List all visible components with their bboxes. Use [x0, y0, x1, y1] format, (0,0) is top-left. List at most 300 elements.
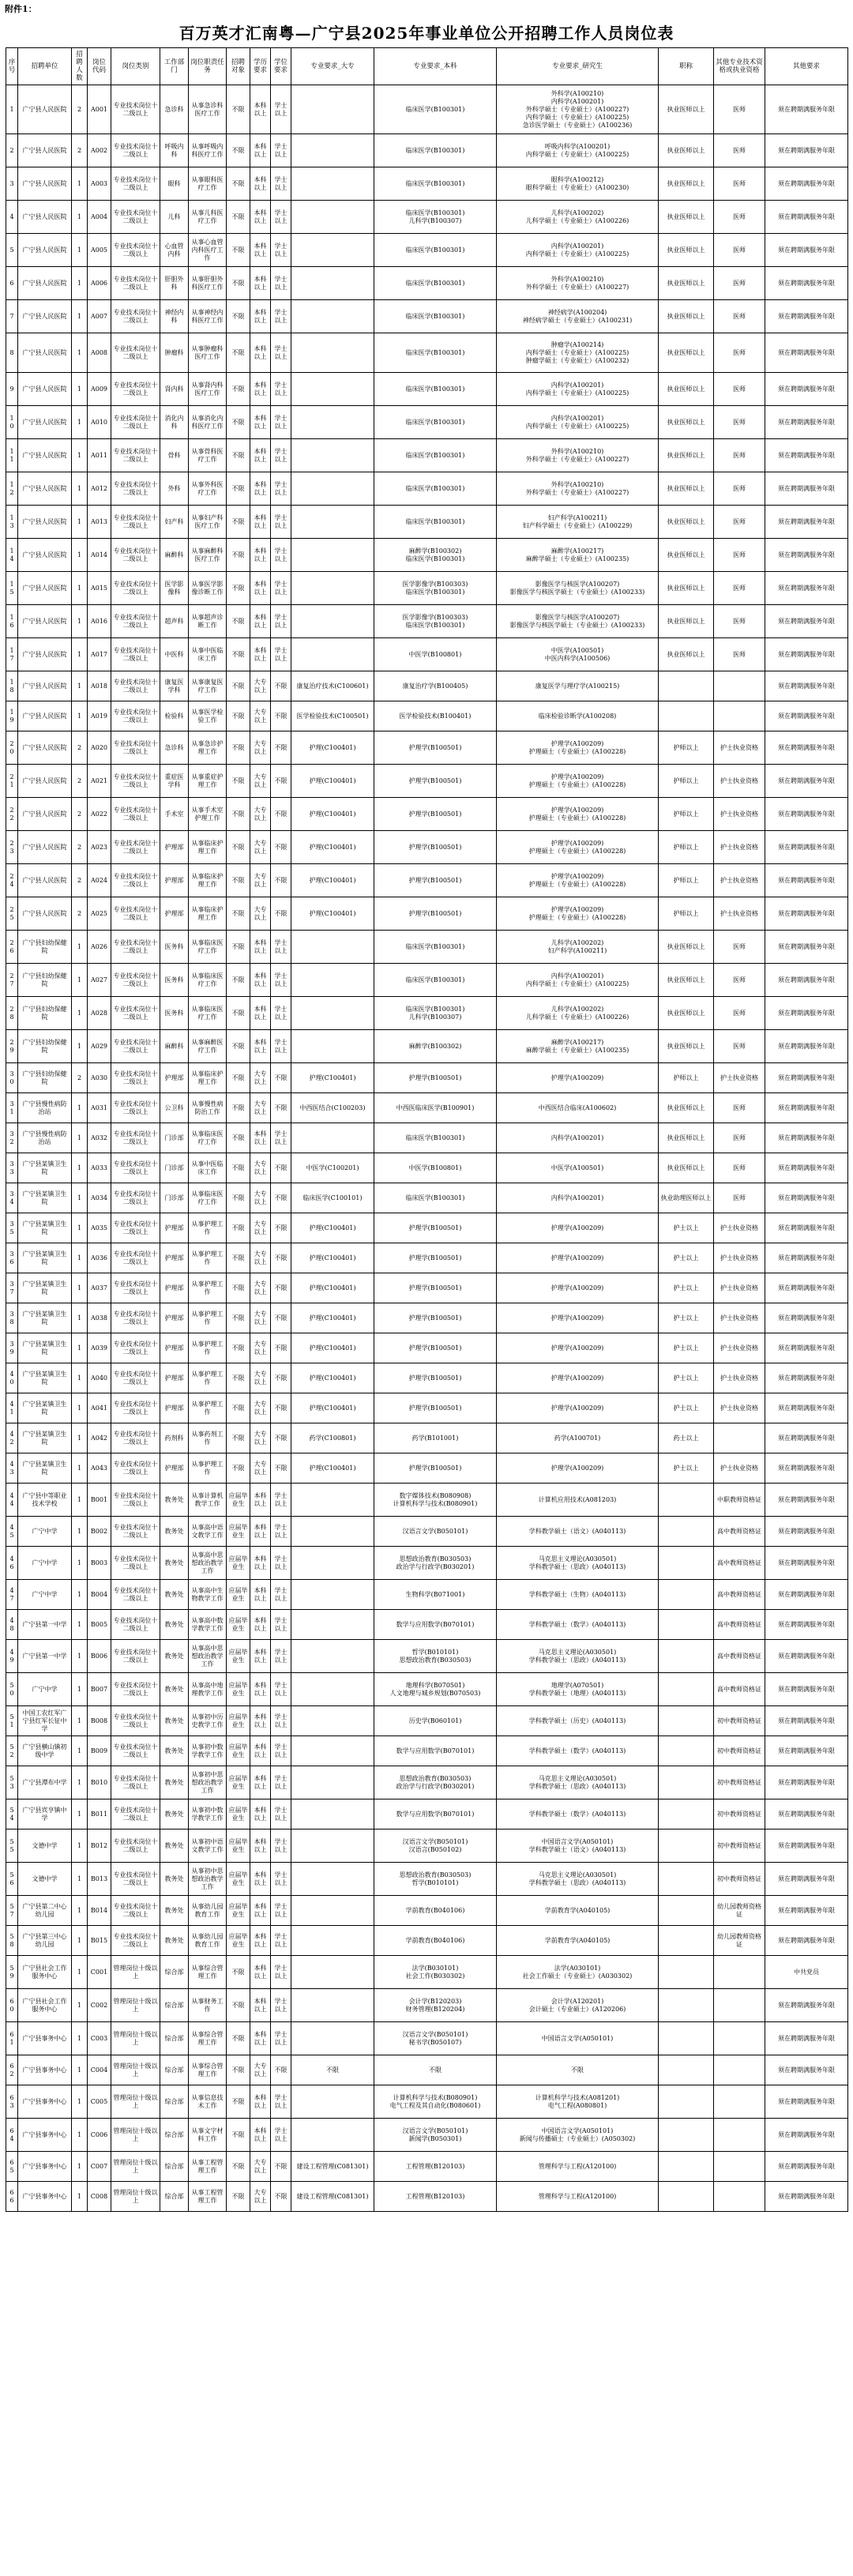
cell-duties: 从事麻醉科医疗工作 [189, 539, 227, 572]
cell-title [659, 1830, 714, 1863]
cell-degree: 不限 [271, 1243, 291, 1273]
cell-position-code: A001 [88, 85, 111, 134]
table-row [6, 1863, 848, 1896]
cell-employer: 广宁县某镇卫生院 [18, 1183, 72, 1213]
cell-position-category: 管理岗位十级以上 [111, 2119, 160, 2152]
cell-other: 须在聘期满服务年限 [765, 2022, 848, 2055]
cell-title: 执业医师以上 [659, 638, 714, 671]
cell-seq: 23 [6, 831, 18, 864]
cell-duties: 从事消化内科医疗工作 [189, 406, 227, 439]
table-row [6, 1484, 848, 1517]
cell-qualification: 医师 [714, 373, 765, 406]
cell-department: 呼吸内科 [160, 134, 189, 167]
cell-headcount: 1 [72, 931, 88, 964]
cell-employer: 广宁县人民医院 [18, 539, 72, 572]
cell-target: 不限 [227, 2085, 250, 2119]
cell-duties: 从事中医临床工作 [189, 1153, 227, 1183]
cell-degree: 不限 [271, 897, 291, 931]
cell-position-code: A033 [88, 1153, 111, 1183]
cell-other: 须在聘期满服务年限 [765, 1766, 848, 1799]
cell-seq: 55 [6, 1830, 18, 1863]
cell-degree: 不限 [271, 2182, 291, 2212]
cell-title: 执业医师以上 [659, 406, 714, 439]
cell-major-college [291, 373, 374, 406]
cell-other: 须在聘期满服务年限 [765, 1547, 848, 1580]
cell-qualification: 中职教师资格证 [714, 1484, 765, 1517]
cell-major-graduate: 管理科学与工程(A120100) [497, 2152, 659, 2182]
cell-department: 教务处 [160, 1580, 189, 1610]
header-cell: 招聘人数 [72, 48, 88, 85]
cell-title [659, 1896, 714, 1926]
cell-qualification: 医师 [714, 605, 765, 638]
cell-other: 须在聘期满服务年限 [765, 572, 848, 605]
cell-seq: 43 [6, 1453, 18, 1484]
cell-other: 须在聘期满服务年限 [765, 1030, 848, 1063]
cell-duties: 从事综合管理工作 [189, 2055, 227, 2085]
cell-seq: 58 [6, 1926, 18, 1956]
cell-duties: 从事超声诊断工作 [189, 605, 227, 638]
cell-employer: 广宁县某镇卫生院 [18, 1243, 72, 1273]
cell-position-code: A026 [88, 931, 111, 964]
cell-other: 须在聘期满服务年限 [765, 1926, 848, 1956]
cell-employer: 广宁县人民医院 [18, 267, 72, 300]
cell-seq: 27 [6, 964, 18, 997]
cell-degree: 学士以上 [271, 1123, 291, 1153]
cell-position-category: 专业技术岗位十二级以上 [111, 701, 160, 731]
cell-duties: 从事高中语文教学工作 [189, 1517, 227, 1547]
cell-major-college [291, 605, 374, 638]
cell-seq: 37 [6, 1273, 18, 1303]
cell-employer: 广宁县人民医院 [18, 605, 72, 638]
cell-education: 大专以上 [250, 1243, 271, 1273]
cell-employer: 广宁县某镇卫生院 [18, 1423, 72, 1453]
cell-qualification: 护士执业资格 [714, 1243, 765, 1273]
cell-major-bachelor: 护理学(B100501) [374, 1393, 497, 1423]
cell-major-bachelor: 康复治疗学(B100405) [374, 671, 497, 701]
cell-major-bachelor: 临床医学(B100301) [374, 267, 497, 300]
cell-education: 大专以上 [250, 765, 271, 798]
cell-major-bachelor: 护理学(B100501) [374, 1243, 497, 1273]
cell-major-bachelor: 护理学(B100501) [374, 1333, 497, 1363]
cell-other: 须在聘期满服务年限 [765, 1517, 848, 1547]
table-row [6, 765, 848, 798]
cell-employer: 广宁县人民医院 [18, 134, 72, 167]
cell-degree: 学士以上 [271, 134, 291, 167]
cell-employer: 广宁县人民医院 [18, 300, 72, 333]
cell-education: 本科以上 [250, 1926, 271, 1956]
cell-title: 护士以上 [659, 1243, 714, 1273]
table-row [6, 1736, 848, 1766]
cell-headcount: 1 [72, 267, 88, 300]
cell-title: 护师以上 [659, 731, 714, 765]
table-row [6, 1153, 848, 1183]
cell-major-bachelor: 护理学(B100501) [374, 1363, 497, 1393]
cell-seq: 10 [6, 406, 18, 439]
cell-education: 本科以上 [250, 964, 271, 997]
cell-other: 须在聘期满服务年限 [765, 2119, 848, 2152]
cell-qualification: 医师 [714, 964, 765, 997]
cell-major-bachelor: 学前教育(B040106) [374, 1896, 497, 1926]
cell-position-category: 专业技术岗位十二级以上 [111, 1736, 160, 1766]
cell-department: 医务科 [160, 931, 189, 964]
cell-position-category: 专业技术岗位十二级以上 [111, 1243, 160, 1273]
cell-employer: 广宁县妇幼保健院 [18, 997, 72, 1030]
cell-headcount: 1 [72, 671, 88, 701]
cell-employer: 广宁中学 [18, 1547, 72, 1580]
cell-position-category: 专业技术岗位十二级以上 [111, 1863, 160, 1896]
cell-seq: 5 [6, 234, 18, 267]
cell-position-category: 专业技术岗位十二级以上 [111, 539, 160, 572]
cell-headcount: 1 [72, 701, 88, 731]
cell-position-code: A035 [88, 1213, 111, 1243]
table-row [6, 1989, 848, 2022]
cell-department: 检验科 [160, 701, 189, 731]
cell-target: 不限 [227, 333, 250, 373]
cell-department: 门诊部 [160, 1153, 189, 1183]
cell-degree: 学士以上 [271, 2022, 291, 2055]
cell-duties: 从事信息技术工作 [189, 2085, 227, 2119]
cell-degree: 学士以上 [271, 1956, 291, 1989]
table-row [6, 1453, 848, 1484]
cell-position-code: A039 [88, 1333, 111, 1363]
cell-position-category: 专业技术岗位十二级以上 [111, 1830, 160, 1863]
cell-major-college: 护理(C100401) [291, 1363, 374, 1393]
cell-major-graduate: 学科教学硕士（数学）(A040113) [497, 1736, 659, 1766]
cell-major-bachelor: 中西医临床医学(B100901) [374, 1093, 497, 1123]
cell-qualification: 高中教师资格证 [714, 1517, 765, 1547]
cell-qualification: 医师 [714, 506, 765, 539]
cell-degree: 学士以上 [271, 572, 291, 605]
cell-headcount: 1 [72, 1956, 88, 1989]
cell-duties: 从事初中数学教学工作 [189, 1736, 227, 1766]
cell-position-code: C002 [88, 1989, 111, 2022]
cell-major-college [291, 167, 374, 201]
cell-duties: 从事慢性病防治工作 [189, 1093, 227, 1123]
cell-education: 大专以上 [250, 1153, 271, 1183]
cell-title: 执业医师以上 [659, 931, 714, 964]
cell-qualification: 医师 [714, 267, 765, 300]
cell-duties: 从事护理工作 [189, 1273, 227, 1303]
cell-position-category: 专业技术岗位十二级以上 [111, 1580, 160, 1610]
cell-qualification: 医师 [714, 1123, 765, 1153]
cell-position-category: 专业技术岗位十二级以上 [111, 201, 160, 234]
cell-position-code: C006 [88, 2119, 111, 2152]
cell-major-graduate: 内科学(A100201) 内科学硕士（专业硕士）(A100225) [497, 373, 659, 406]
cell-department: 教务处 [160, 1830, 189, 1863]
cell-seq: 11 [6, 439, 18, 472]
cell-other: 须在聘期满服务年限 [765, 1183, 848, 1213]
cell-department: 护理部 [160, 1063, 189, 1093]
cell-headcount: 1 [72, 1766, 88, 1799]
cell-major-graduate: 护理学(A100209) [497, 1303, 659, 1333]
cell-major-graduate: 护理学(A100209) [497, 1243, 659, 1273]
cell-other: 须在聘期满服务年限 [765, 167, 848, 201]
cell-major-bachelor: 医学检验技术(B100401) [374, 701, 497, 731]
cell-target: 不限 [227, 472, 250, 506]
cell-title [659, 1673, 714, 1706]
cell-target: 不限 [227, 539, 250, 572]
cell-department: 麻醉科 [160, 1030, 189, 1063]
cell-qualification: 护士执业资格 [714, 798, 765, 831]
cell-title: 执业医师以上 [659, 572, 714, 605]
cell-degree: 不限 [271, 1273, 291, 1303]
cell-target: 不限 [227, 373, 250, 406]
cell-duties: 从事康复医疗工作 [189, 671, 227, 701]
cell-major-college: 护理(C100401) [291, 1453, 374, 1484]
cell-major-bachelor: 数学与应用数学(B070101) [374, 1736, 497, 1766]
table-row [6, 864, 848, 897]
table-row [6, 1243, 848, 1273]
header-cell: 工作部门 [160, 48, 189, 85]
cell-duties: 从事工程管理工作 [189, 2152, 227, 2182]
cell-position-category: 专业技术岗位十二级以上 [111, 864, 160, 897]
cell-position-code: A041 [88, 1393, 111, 1423]
table-row [6, 2182, 848, 2212]
cell-duties: 从事初中思想政治教学工作 [189, 1766, 227, 1799]
cell-target: 不限 [227, 1123, 250, 1153]
cell-major-graduate: 护理学(A100209) 护理硕士（专业硕士）(A100228) [497, 897, 659, 931]
cell-target: 不限 [227, 406, 250, 439]
cell-title: 执业医师以上 [659, 373, 714, 406]
cell-target: 不限 [227, 506, 250, 539]
cell-seq: 56 [6, 1863, 18, 1896]
cell-major-college [291, 1896, 374, 1926]
cell-headcount: 1 [72, 1580, 88, 1610]
table-body [6, 85, 848, 2212]
cell-education: 本科以上 [250, 1989, 271, 2022]
cell-degree: 学士以上 [271, 1610, 291, 1640]
cell-major-graduate: 神经病学(A100204) 神经病学硕士（专业硕士）(A100231) [497, 300, 659, 333]
cell-degree: 不限 [271, 1363, 291, 1393]
cell-department: 综合部 [160, 2182, 189, 2212]
cell-major-college [291, 234, 374, 267]
cell-target: 不限 [227, 234, 250, 267]
cell-major-bachelor: 护理学(B100501) [374, 1303, 497, 1333]
cell-headcount: 2 [72, 831, 88, 864]
cell-education: 本科以上 [250, 439, 271, 472]
cell-degree: 学士以上 [271, 1030, 291, 1063]
cell-duties: 从事财务工作 [189, 1989, 227, 2022]
cell-major-graduate: 护理学(A100209) 护理硕士（专业硕士）(A100228) [497, 731, 659, 765]
cell-degree: 不限 [271, 731, 291, 765]
cell-duties: 从事肾内科医疗工作 [189, 373, 227, 406]
cell-qualification: 高中教师资格证 [714, 1673, 765, 1706]
cell-major-graduate: 内科学(A100201) 内科学硕士（专业硕士）(A100225) [497, 406, 659, 439]
cell-other: 须在聘期满服务年限 [765, 506, 848, 539]
cell-seq: 66 [6, 2182, 18, 2212]
cell-seq: 15 [6, 572, 18, 605]
cell-headcount: 2 [72, 731, 88, 765]
cell-seq: 40 [6, 1363, 18, 1393]
cell-headcount: 1 [72, 1896, 88, 1926]
cell-degree: 学士以上 [271, 1640, 291, 1673]
cell-major-bachelor: 医学影像学(B100303) 临床医学(B100301) [374, 572, 497, 605]
cell-headcount: 1 [72, 605, 88, 638]
cell-major-graduate: 不限 [497, 2055, 659, 2085]
cell-seq: 48 [6, 1610, 18, 1640]
cell-position-code: C007 [88, 2152, 111, 2182]
table-row [6, 931, 848, 964]
cell-other: 须在聘期满服务年限 [765, 1123, 848, 1153]
cell-department: 超声科 [160, 605, 189, 638]
cell-target: 不限 [227, 638, 250, 671]
cell-major-bachelor: 临床医学(B100301) [374, 406, 497, 439]
cell-headcount: 2 [72, 798, 88, 831]
cell-major-bachelor: 临床医学(B100301) [374, 85, 497, 134]
cell-target: 不限 [227, 1393, 250, 1423]
cell-other: 须在聘期满服务年限 [765, 439, 848, 472]
header-cell: 专业要求_大专 [291, 48, 374, 85]
positions-table [6, 47, 848, 2212]
cell-major-graduate: 学前教育学(A040105) [497, 1926, 659, 1956]
cell-headcount: 1 [72, 2119, 88, 2152]
cell-duties: 从事护理工作 [189, 1393, 227, 1423]
cell-major-college: 护理(C100401) [291, 1303, 374, 1333]
cell-major-college [291, 333, 374, 373]
cell-education: 大专以上 [250, 2152, 271, 2182]
cell-other: 须在聘期满服务年限 [765, 1303, 848, 1333]
cell-position-code: A019 [88, 701, 111, 731]
cell-duties: 从事护理工作 [189, 1363, 227, 1393]
cell-duties: 从事肿瘤科医疗工作 [189, 333, 227, 373]
cell-qualification: 医师 [714, 439, 765, 472]
cell-employer: 广宁县人民医院 [18, 373, 72, 406]
table-row [6, 2022, 848, 2055]
cell-duties: 从事临床医疗工作 [189, 1123, 227, 1153]
cell-education: 本科以上 [250, 1640, 271, 1673]
cell-department: 护理部 [160, 1243, 189, 1273]
cell-major-bachelor: 工程管理(B120103) [374, 2152, 497, 2182]
cell-degree: 学士以上 [271, 1517, 291, 1547]
cell-duties: 从事临床护理工作 [189, 897, 227, 931]
cell-employer: 广宁县人民医院 [18, 638, 72, 671]
cell-major-college: 护理(C100401) [291, 897, 374, 931]
cell-education: 本科以上 [250, 2119, 271, 2152]
cell-employer: 广宁县事务中心 [18, 2182, 72, 2212]
cell-degree: 不限 [271, 1333, 291, 1363]
cell-other: 须在聘期满服务年限 [765, 2182, 848, 2212]
cell-title [659, 1706, 714, 1736]
cell-other: 须在聘期满服务年限 [765, 2055, 848, 2085]
cell-position-category: 专业技术岗位十二级以上 [111, 831, 160, 864]
cell-target: 应届毕业生 [227, 1926, 250, 1956]
table-header-row [6, 48, 848, 85]
cell-duties: 从事高中数学教学工作 [189, 1610, 227, 1640]
cell-seq: 18 [6, 671, 18, 701]
cell-target: 不限 [227, 2182, 250, 2212]
cell-employer: 广宁县人民医院 [18, 85, 72, 134]
cell-major-bachelor: 护理学(B100501) [374, 897, 497, 931]
cell-major-college [291, 1926, 374, 1956]
cell-major-bachelor: 历史学(B060101) [374, 1706, 497, 1736]
cell-major-bachelor: 护理学(B100501) [374, 1453, 497, 1484]
cell-seq: 53 [6, 1766, 18, 1799]
cell-major-bachelor: 思想政治教育(B030503) 政治学与行政学(B030201) [374, 1547, 497, 1580]
cell-department: 医务科 [160, 997, 189, 1030]
cell-education: 本科以上 [250, 1706, 271, 1736]
cell-degree: 学士以上 [271, 1484, 291, 1517]
cell-target: 应届毕业生 [227, 1706, 250, 1736]
cell-major-college: 护理(C100401) [291, 1213, 374, 1243]
cell-education: 本科以上 [250, 1799, 271, 1830]
cell-target: 不限 [227, 1063, 250, 1093]
cell-title: 执业医师以上 [659, 1123, 714, 1153]
cell-degree: 学士以上 [271, 439, 291, 472]
header-cell: 专业要求_研究生 [497, 48, 659, 85]
cell-major-graduate: 护理学(A100209) [497, 1453, 659, 1484]
cell-position-category: 专业技术岗位十二级以上 [111, 638, 160, 671]
cell-major-college [291, 1580, 374, 1610]
table-row [6, 472, 848, 506]
cell-major-college: 护理(C100401) [291, 1393, 374, 1423]
cell-position-code: A009 [88, 373, 111, 406]
cell-major-graduate: 药学(A100701) [497, 1423, 659, 1453]
header-cell: 其他要求 [765, 48, 848, 85]
cell-degree: 不限 [271, 864, 291, 897]
cell-employer: 广宁县事务中心 [18, 2055, 72, 2085]
cell-target: 不限 [227, 831, 250, 864]
table-row [6, 1673, 848, 1706]
cell-target: 应届毕业生 [227, 1863, 250, 1896]
cell-department: 外科 [160, 472, 189, 506]
cell-major-bachelor: 生物科学(B071001) [374, 1580, 497, 1610]
cell-duties: 从事幼儿园教育工作 [189, 1896, 227, 1926]
cell-target: 不限 [227, 267, 250, 300]
cell-qualification: 高中教师资格证 [714, 1547, 765, 1580]
table-row [6, 1896, 848, 1926]
cell-duties: 从事综合管理工作 [189, 2022, 227, 2055]
cell-duties: 从事临床医疗工作 [189, 997, 227, 1030]
cell-major-graduate: 儿科学(A100202) 儿科学硕士（专业硕士）(A100226) [497, 201, 659, 234]
cell-position-code: A034 [88, 1183, 111, 1213]
cell-qualification: 护士执业资格 [714, 1273, 765, 1303]
cell-qualification: 护士执业资格 [714, 897, 765, 931]
cell-major-bachelor: 思想政治教育(B030503) 政治学与行政学(B030201) [374, 1766, 497, 1799]
table-row [6, 1423, 848, 1453]
cell-headcount: 1 [72, 439, 88, 472]
cell-qualification: 医师 [714, 234, 765, 267]
cell-other: 须在聘期满服务年限 [765, 2085, 848, 2119]
cell-position-code: B001 [88, 1484, 111, 1517]
cell-target: 不限 [227, 765, 250, 798]
cell-education: 本科以上 [250, 406, 271, 439]
cell-major-graduate: 护理学(A100209) [497, 1363, 659, 1393]
cell-headcount: 1 [72, 1213, 88, 1243]
cell-seq: 62 [6, 2055, 18, 2085]
cell-headcount: 2 [72, 1063, 88, 1093]
table-row [6, 1393, 848, 1423]
cell-target: 不限 [227, 997, 250, 1030]
cell-headcount: 1 [72, 2085, 88, 2119]
cell-degree: 学士以上 [271, 1736, 291, 1766]
cell-seq: 60 [6, 1989, 18, 2022]
cell-major-graduate: 麻醉学(A100217) 麻醉学硕士（专业硕士）(A100235) [497, 1030, 659, 1063]
cell-title: 护师以上 [659, 798, 714, 831]
cell-major-graduate: 护理学(A100209) [497, 1063, 659, 1093]
cell-title: 执业医师以上 [659, 506, 714, 539]
cell-employer: 广宁县人民医院 [18, 472, 72, 506]
cell-position-code: B004 [88, 1580, 111, 1610]
cell-employer: 广宁县人民医院 [18, 831, 72, 864]
cell-degree: 学士以上 [271, 267, 291, 300]
cell-position-code: C003 [88, 2022, 111, 2055]
cell-education: 大专以上 [250, 1423, 271, 1453]
cell-other: 须在聘期满服务年限 [765, 1799, 848, 1830]
cell-major-graduate: 护理学(A100209) 护理硕士（专业硕士）(A100228) [497, 831, 659, 864]
cell-duties: 从事高中地理教学工作 [189, 1673, 227, 1706]
cell-seq: 19 [6, 701, 18, 731]
table-row [6, 798, 848, 831]
